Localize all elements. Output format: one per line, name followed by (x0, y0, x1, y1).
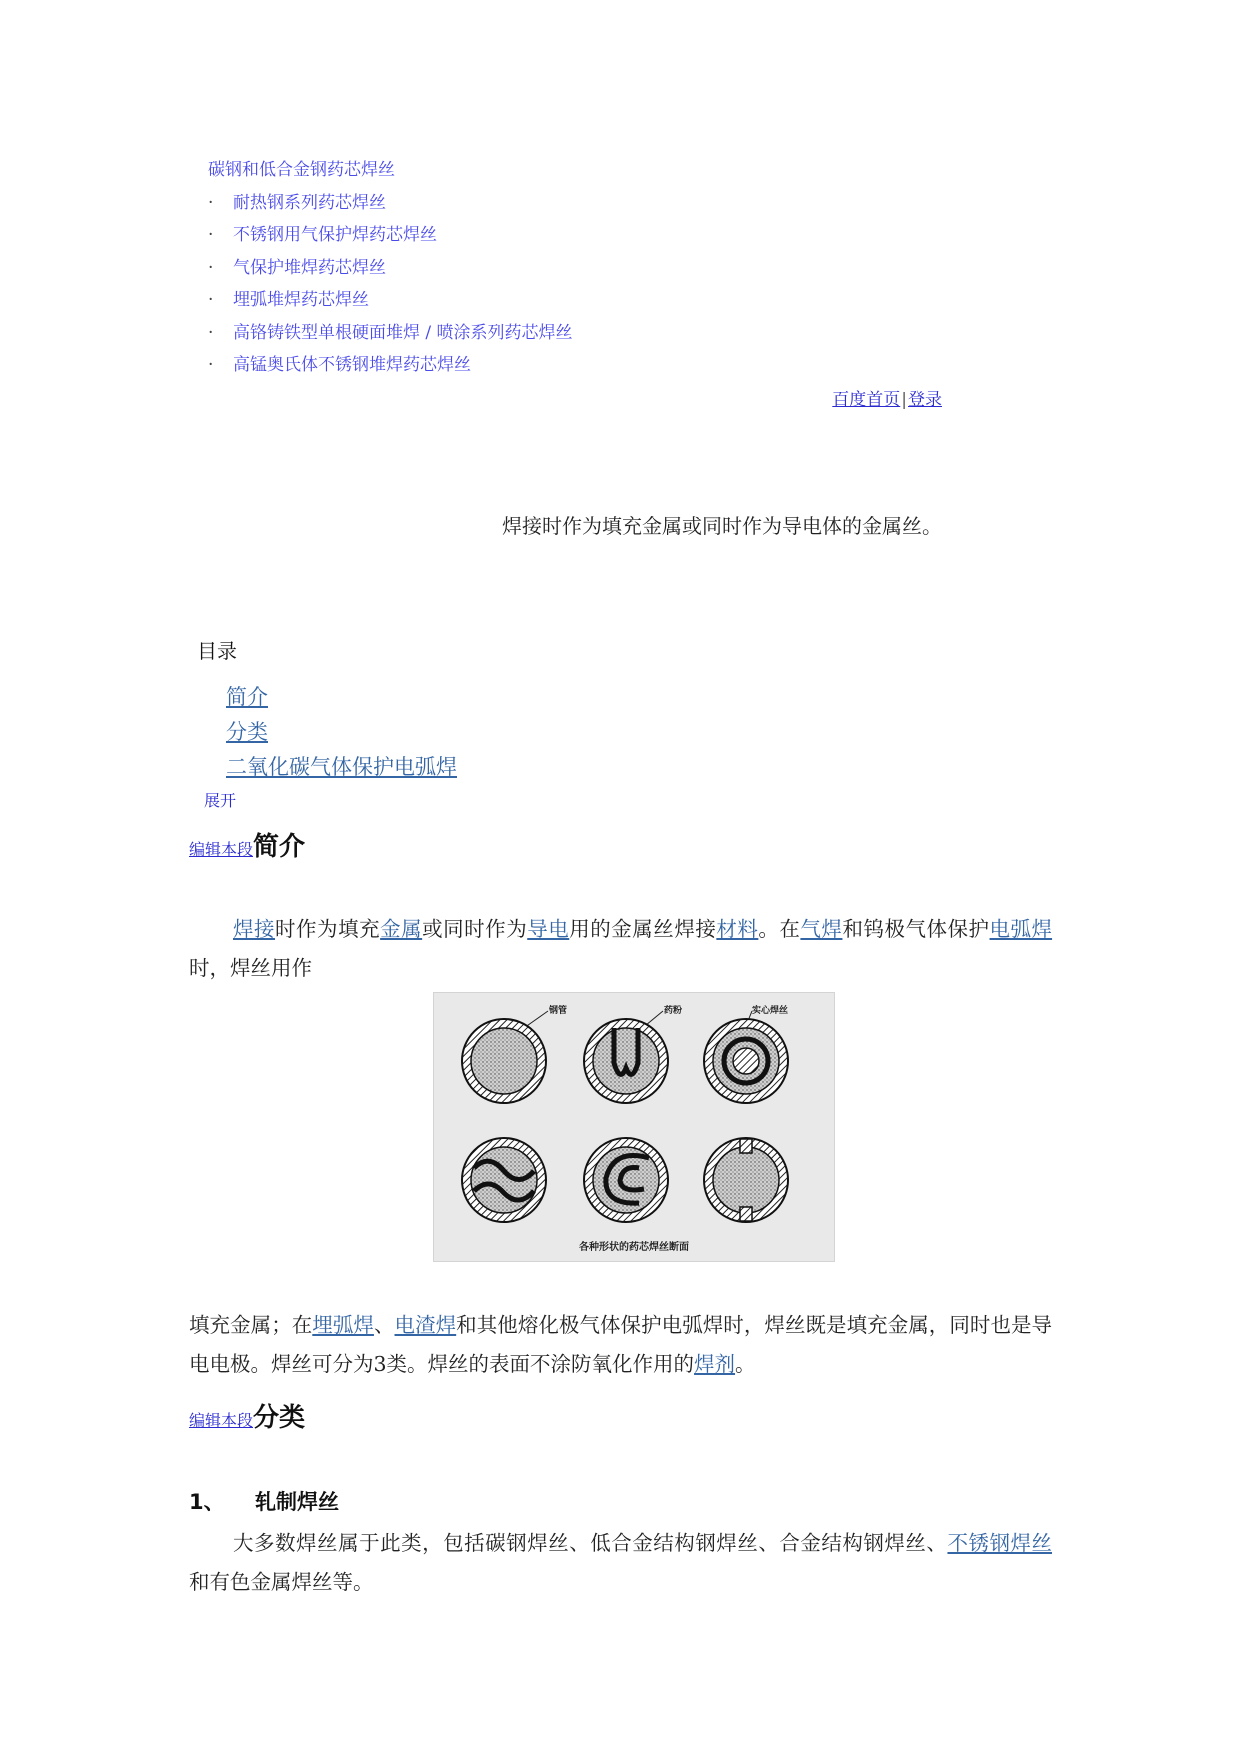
figure-caption: 各种形状的药芯焊丝断面 (579, 1242, 689, 1253)
text-run: 用的金属丝焊接 (569, 917, 717, 941)
label-solid-wire: 实心焊丝 (752, 1006, 789, 1016)
link-stainless-wire[interactable]: 不锈钢焊丝 (947, 1531, 1053, 1555)
text-run: 。 (735, 1352, 756, 1376)
text-run: 填充金属；在 (189, 1313, 313, 1337)
toc-item-co2-welding[interactable]: 二氧化碳气体保护电弧焊 (226, 755, 457, 779)
edit-section-link[interactable]: 编辑本段 (189, 1411, 254, 1430)
label-flux-powder: 药粉 (664, 1006, 683, 1016)
text-run: 或同时作为 (422, 917, 528, 941)
link-metal[interactable]: 金属 (380, 917, 423, 941)
cross-section-6 (704, 1138, 788, 1222)
flux-cored-wire-cross-section-figure (433, 992, 835, 1262)
link-material[interactable]: 材料 (716, 917, 759, 941)
bullet: · (208, 355, 214, 375)
header-links (832, 385, 942, 410)
intro-paragraph-2 (189, 1306, 1052, 1384)
related-link[interactable]: 碳钢和低合金钢药芯焊丝 (208, 160, 395, 180)
baidu-home-link[interactable]: 百度首页 (832, 390, 901, 410)
text-run: 和有色金属焊丝等。 (189, 1570, 374, 1594)
cross-section-1 (462, 1019, 546, 1103)
bullet: · (208, 290, 214, 310)
text-run: 、 (373, 1313, 395, 1337)
cross-section-4 (462, 1138, 546, 1222)
subheading-rolled-wire (189, 1486, 339, 1516)
login-link[interactable]: 登录 (908, 390, 942, 410)
subheading-number: 1、 (189, 1490, 225, 1514)
section-heading-classification (189, 1397, 305, 1434)
section-title: 分类 (253, 1403, 306, 1433)
text-run: 和其他熔化极气体保护电弧焊时，焊丝既是填充金属，同时也是导电电极。焊丝可分为3类。焊丝的表面不涂防氧化作用的 (189, 1313, 1053, 1376)
bullet: · (208, 192, 214, 213)
related-link[interactable]: 耐热钢系列药芯焊丝 (233, 192, 386, 213)
toc-title: 目录 (197, 639, 237, 663)
related-link[interactable]: 高锰奥氏体不锈钢堆焊药芯焊丝 (233, 355, 471, 375)
link-arc-welding[interactable]: 电弧焊 (989, 917, 1053, 941)
classification-paragraph-1 (189, 1524, 1052, 1602)
link-flux[interactable]: 焊剂 (694, 1352, 736, 1376)
link-submerged-arc[interactable]: 埋弧焊 (312, 1313, 374, 1337)
text-run: 时作为填充 (275, 917, 381, 941)
bullet: · (208, 225, 214, 245)
section-heading-intro (189, 826, 305, 863)
link-separator: | (901, 390, 907, 410)
cross-section-2 (584, 1019, 668, 1103)
text-run: 。在 (758, 917, 801, 941)
link-gas-welding[interactable]: 气焊 (800, 917, 843, 941)
toc-item-classification[interactable]: 分类 (226, 720, 268, 744)
bullet: · (208, 257, 214, 278)
intro-paragraph-1 (189, 910, 1052, 988)
toc-expand-link[interactable]: 展开 (204, 791, 237, 810)
edit-section-link[interactable]: 编辑本段 (189, 840, 254, 859)
section-title: 简介 (253, 832, 306, 862)
toc-item-intro[interactable]: 简介 (226, 685, 268, 709)
bullet: · (208, 322, 214, 343)
link-electroslag[interactable]: 电渣焊 (394, 1313, 457, 1337)
link-welding[interactable]: 焊接 (233, 917, 276, 941)
cross-section-3 (704, 1019, 788, 1103)
text-run: 时，焊丝用作 (189, 956, 312, 980)
text-run: 和钨极气体保护 (842, 917, 990, 941)
related-links-list (208, 154, 573, 382)
link-conductive[interactable]: 导电 (527, 917, 570, 941)
summary-text: 焊接时作为填充金属或同时作为导电体的金属丝。 (502, 514, 942, 538)
related-link[interactable]: 不锈钢用气保护焊药芯焊丝 (233, 225, 437, 245)
cross-section-diagram (434, 993, 834, 1261)
related-link[interactable]: 气保护堆焊药芯焊丝 (233, 257, 386, 278)
toc-list (226, 680, 457, 785)
related-link[interactable]: 埋弧堆焊药芯焊丝 (233, 290, 369, 310)
text-run: 大多数焊丝属于此类，包括碳钢焊丝、低合金结构钢焊丝、合金结构钢焊丝、 (233, 1531, 948, 1555)
label-steel-tube: 钢管 (549, 1006, 568, 1016)
cross-section-5 (584, 1138, 668, 1222)
subheading-title: 轧制焊丝 (255, 1490, 339, 1514)
related-link[interactable]: 高铬铸铁型单根硬面堆焊 / 喷涂系列药芯焊丝 (233, 322, 573, 343)
